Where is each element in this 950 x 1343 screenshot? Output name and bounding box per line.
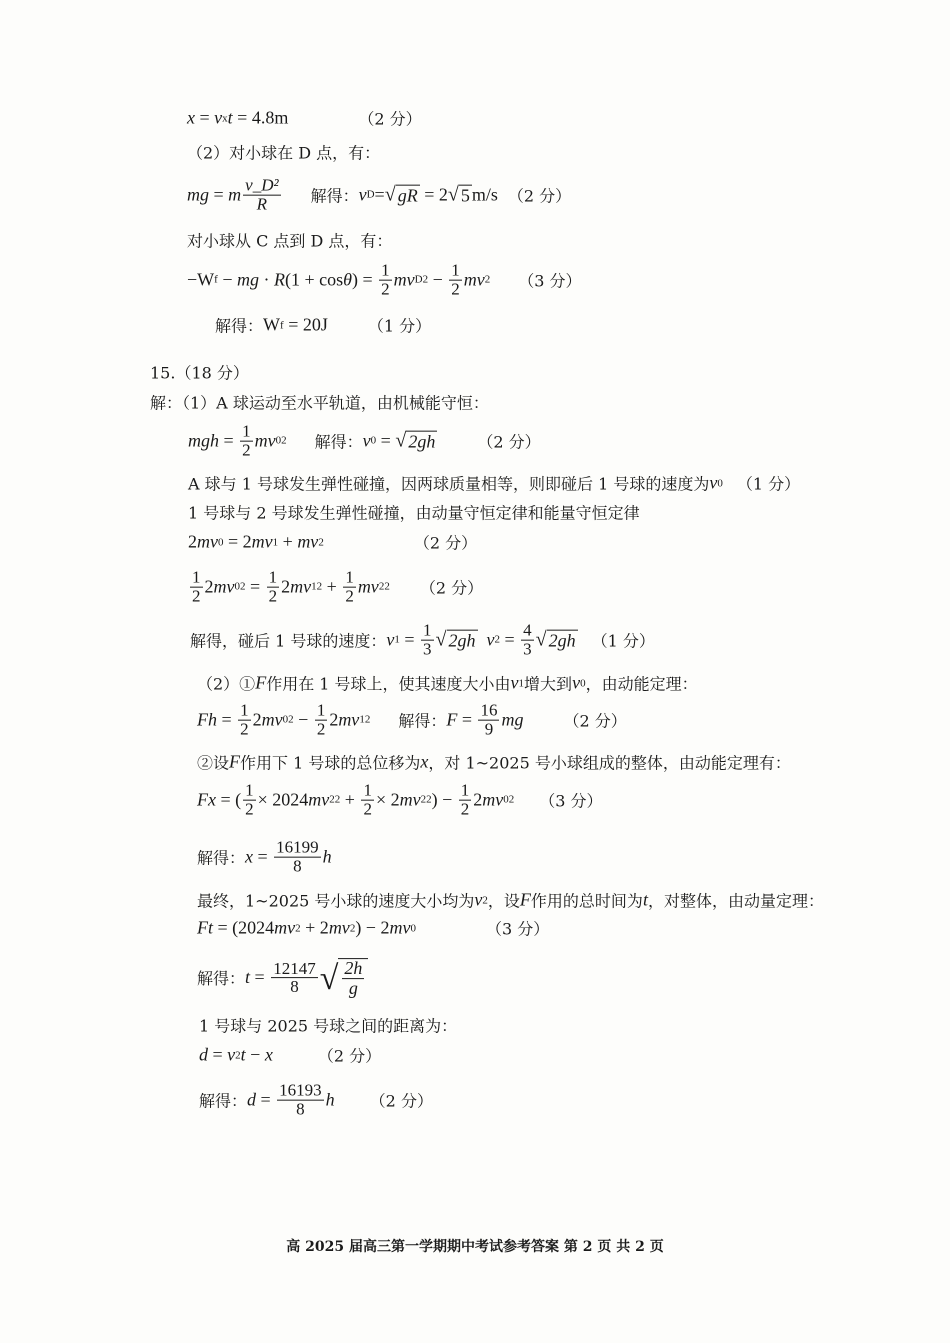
fraction [449, 262, 462, 299]
math-variable: mv [213, 576, 235, 597]
fraction [271, 960, 318, 997]
math-text [478, 630, 487, 651]
math-variable: mv [308, 789, 330, 810]
numerator: 1 [245, 780, 254, 800]
numerator: v_D² [245, 175, 279, 195]
solution-line [197, 889, 824, 912]
math-text: × 2024 [257, 789, 309, 810]
score-label: （2 分） [507, 186, 572, 206]
denominator: 2 [242, 440, 251, 460]
subscript: 1 [359, 714, 365, 726]
score-label: （3 分） [539, 791, 603, 811]
denominator: 2 [268, 586, 278, 606]
math-variable: F [519, 889, 531, 910]
score-label: （2 分） [419, 578, 484, 598]
subscript: 2 [329, 794, 335, 806]
subscript: 0 [370, 435, 377, 447]
math-text: × 2 [375, 789, 400, 810]
text: 对小球从 C 点到 D 点，有： [187, 231, 393, 251]
math-variable: mv [463, 269, 485, 290]
math-variable: t [240, 1044, 246, 1065]
math-variable: x [420, 751, 429, 772]
math-text: = 2 [419, 184, 448, 205]
numerator: 12147 [273, 958, 316, 978]
math-variable: mv [261, 709, 283, 730]
text: 解得： [398, 711, 447, 731]
math-text: 2 [204, 576, 214, 597]
math-variable: mv [290, 576, 312, 597]
denominator: 8 [296, 1099, 305, 1119]
numerator: 2h [344, 958, 363, 979]
math-variable: h [322, 846, 332, 867]
denominator: 9 [484, 719, 494, 739]
math-variable: mv [357, 576, 379, 597]
math-text: = 4.8m [232, 107, 289, 128]
square-root [320, 958, 369, 998]
math-variable: mg [187, 184, 209, 205]
math-variable: mgh [188, 430, 219, 451]
solution-line [187, 107, 422, 130]
numerator: 16 [480, 700, 498, 720]
denominator: 2 [245, 799, 254, 819]
subscript: 0 [410, 922, 416, 934]
fraction [267, 569, 280, 606]
math-variable: mv [274, 917, 296, 938]
fraction [243, 177, 280, 214]
math-text: ) = [351, 269, 378, 290]
math-text: −W [187, 269, 215, 290]
text: 解得： [310, 186, 359, 206]
math-variable: x [187, 107, 195, 128]
math-text: (1 + cos [284, 269, 344, 290]
radicand [338, 958, 368, 998]
numerator: 4 [523, 620, 532, 640]
solution-line [190, 622, 655, 659]
solution-line [197, 751, 791, 774]
fraction [421, 622, 434, 659]
math-text: + [340, 789, 360, 810]
math-variable: t [642, 889, 648, 910]
solution-line [187, 141, 380, 164]
math-text: = 20J [283, 314, 328, 335]
subscript: D [414, 274, 423, 286]
math-text: · [258, 269, 274, 290]
math-text: = [253, 846, 273, 867]
math-variable: F [255, 672, 267, 693]
superscript: 2 [240, 581, 246, 593]
math-text: 2 [329, 709, 339, 730]
math-text: ) − [431, 789, 457, 810]
solution-line [197, 702, 627, 739]
math-variable: mv [482, 789, 504, 810]
math-text: = 2 [223, 531, 252, 552]
fraction [459, 782, 472, 819]
solution-line [197, 672, 698, 695]
math-text: = [245, 576, 265, 597]
text: 解得： [197, 969, 246, 989]
subscript: 0 [503, 794, 509, 806]
math-variable: x [245, 846, 254, 867]
subscript: 1 [311, 581, 317, 593]
solution-line [187, 229, 392, 252]
subscript: 2 [349, 922, 356, 934]
text: 增大到 [524, 674, 573, 694]
fraction [343, 569, 356, 606]
superscript: 2 [422, 274, 429, 286]
subscript: 2 [378, 581, 385, 593]
math-variable: mv [328, 917, 350, 938]
math-text: = [500, 629, 520, 650]
radical-sign-icon: √ [535, 628, 547, 651]
text: 最终，1~2025 号小球的速度大小均为 [197, 891, 475, 911]
subscript: 0 [717, 477, 723, 489]
math-variable: v [214, 107, 223, 128]
math-text: = [208, 1044, 228, 1065]
radical-sign-icon: √ [319, 959, 339, 997]
text: ②设 [197, 753, 230, 773]
numerator: 1 [423, 620, 432, 640]
score-label: （2 分） [477, 432, 541, 452]
solution-line [188, 501, 640, 524]
math-text: ) − 2 [355, 917, 390, 938]
math-variable: mv [338, 709, 360, 730]
math-text: W [263, 314, 281, 335]
denominator: 3 [423, 639, 432, 659]
text: ，由动能定理： [585, 674, 698, 694]
math-text: + [322, 576, 342, 597]
math-variable: Ft [197, 917, 213, 938]
numerator: 1 [316, 700, 326, 720]
fraction [240, 423, 253, 460]
superscript: 2 [384, 581, 390, 593]
superscript: 2 [364, 714, 371, 726]
math-text: = [217, 709, 237, 730]
subscript: 2 [295, 922, 301, 934]
fraction [277, 1082, 324, 1119]
denominator: 2 [460, 799, 470, 819]
radicand: 2gh [548, 630, 576, 651]
subscript: D [366, 189, 375, 201]
math-text: 2 [188, 531, 197, 552]
denominator: 2 [381, 279, 390, 299]
numerator: 1 [363, 780, 372, 800]
page-footer: 高 2025 届高三第一学期期中考试参考答案 第 2 页 共 2 页 [286, 1239, 664, 1255]
math-variable: mv [389, 917, 411, 938]
math-variable: mv [393, 269, 415, 290]
solution-line [188, 531, 477, 554]
radical-sign-icon: √ [384, 183, 396, 206]
subscript: 0 [218, 536, 224, 548]
numerator: 1 [192, 567, 201, 587]
fraction [379, 262, 392, 299]
math-variable: v [709, 472, 718, 493]
text: ，设 [487, 891, 520, 911]
radical-sign-icon: √ [447, 183, 459, 206]
solution-line [150, 361, 249, 384]
math-text: = (2024 [213, 917, 275, 938]
math-variable: Fx [197, 789, 216, 810]
text: ，对整体，由动量定理： [647, 891, 824, 911]
subscript: 2 [318, 536, 324, 548]
subscript: 0 [580, 677, 586, 689]
denominator: 2 [192, 586, 201, 606]
math-text: + 2 [300, 917, 329, 938]
solution-line [150, 391, 489, 414]
solution-line [188, 569, 483, 606]
math-variable: v [510, 672, 519, 693]
math-variable: t [227, 107, 233, 128]
text: ，对 1~2025 号小球组成的整体，由动能定理有： [428, 753, 791, 773]
math-variable: mv [251, 531, 273, 552]
math-variable: v [227, 1044, 236, 1065]
math-variable: m [228, 184, 242, 205]
math-variable: v [572, 672, 581, 693]
radicand: gR [397, 185, 418, 206]
math-text: + [278, 531, 298, 552]
solution-line [199, 1014, 457, 1037]
subscript: 0 [275, 435, 282, 447]
math-variable: x [264, 1044, 273, 1065]
solution-line [187, 177, 571, 214]
fraction [315, 702, 328, 739]
math-variable: h [325, 1089, 335, 1110]
square-root [395, 430, 437, 453]
math-variable: mg [236, 269, 259, 290]
denominator: 8 [290, 977, 299, 997]
denominator: R [256, 194, 268, 214]
text: 1 号球与 2 号球发生弹性碰撞，由动量守恒定律和能量守恒定律 [188, 503, 640, 523]
subscript: 1 [518, 677, 525, 689]
score-label: （1 分） [367, 316, 432, 336]
math-variable: mg [501, 709, 524, 730]
superscript: 2 [426, 794, 432, 806]
math-text: = [250, 967, 270, 988]
math-text: 2 [473, 789, 483, 810]
score-label: （2 分） [413, 533, 478, 553]
solution-line [188, 423, 541, 460]
score-label: （1 分） [736, 474, 801, 494]
numerator: 1 [381, 260, 390, 280]
numerator: 1 [345, 567, 354, 587]
math-text: = ( [215, 789, 242, 810]
fraction [238, 702, 251, 739]
math-variable: R [273, 269, 285, 290]
math-text: = [195, 107, 215, 128]
solution-line [199, 1082, 433, 1119]
numerator: 1 [242, 421, 251, 441]
math-text: 2 [252, 709, 262, 730]
subscript: 2 [494, 634, 500, 646]
square-root [385, 184, 420, 207]
fraction [274, 839, 321, 876]
subscript: 2 [235, 1049, 241, 1061]
numerator: 16193 [279, 1080, 322, 1100]
denominator: 2 [240, 719, 249, 739]
radicand: 2gh [408, 431, 436, 452]
text: 作用在 1 号球上，使其速度大小由 [266, 674, 511, 694]
math-variable: mv [297, 531, 319, 552]
math-variable: mv [197, 531, 218, 552]
subscript: 1 [394, 634, 400, 646]
text: 解得： [215, 316, 264, 336]
solution-line [197, 917, 549, 940]
math-text: = [374, 184, 385, 205]
score-label: （2 分） [317, 1046, 382, 1066]
solution-line [199, 1044, 381, 1067]
math-text: m/s [471, 184, 498, 205]
text: （2）对小球在 D 点，有： [187, 143, 381, 163]
math-text: − [428, 269, 448, 290]
math-variable: v [362, 430, 371, 451]
fraction [521, 622, 534, 659]
superscript: 2 [281, 435, 287, 447]
radical-sign-icon: √ [435, 628, 447, 651]
score-label: （3 分） [485, 919, 550, 939]
math-variable: Fh [197, 709, 217, 730]
subscript: 0 [234, 581, 240, 593]
radicand: 2gh [448, 630, 476, 651]
score-label: （2 分） [369, 1091, 433, 1111]
math-variable: θ [343, 269, 352, 290]
text: 作用的总时间为 [530, 891, 643, 911]
fraction [361, 782, 374, 819]
denominator: 8 [293, 856, 302, 876]
denominator: 2 [316, 719, 326, 739]
text: 解得，碰后 1 号球的速度： [190, 631, 387, 651]
math-text: = [457, 709, 477, 730]
math-text: − [245, 1044, 265, 1065]
math-text: = [256, 1089, 276, 1110]
numerator: 1 [240, 700, 249, 720]
math-variable: F [229, 751, 241, 772]
math-variable: v [486, 629, 495, 650]
subscript: x [222, 112, 228, 124]
denominator: 3 [523, 639, 532, 659]
math-text: = [399, 629, 420, 650]
radical-sign-icon: √ [395, 429, 407, 452]
math-text: = [219, 430, 239, 451]
square-root [448, 184, 472, 207]
math-variable: mv [399, 789, 421, 810]
solution-line [187, 262, 582, 299]
score-label: （2 分） [358, 109, 422, 129]
text: A 球与 1 号球发生弹性碰撞，因两球质量相等，则即碰后 1 号球的速度为 [188, 474, 710, 494]
subscript: f [280, 319, 284, 331]
numerator: 1 [268, 567, 278, 587]
text: 解得： [197, 848, 246, 868]
math-variable: t [245, 967, 251, 988]
math-variable: v [474, 889, 483, 910]
text: 解得： [314, 432, 363, 452]
superscript: 2 [288, 714, 294, 726]
square-root [436, 629, 478, 652]
denominator: 2 [363, 799, 372, 819]
square-root [536, 629, 578, 652]
denominator: 2 [345, 586, 354, 606]
superscript: 2 [508, 794, 515, 806]
solution-line [188, 472, 800, 495]
score-label: （2 分） [563, 711, 627, 731]
subscript: 1 [272, 536, 279, 548]
math-text: = [209, 184, 229, 205]
text: 解得： [199, 1091, 248, 1111]
math-variable: mv [254, 430, 276, 451]
numerator: 16199 [276, 837, 319, 857]
solution-line [187, 314, 431, 337]
fraction [342, 959, 364, 998]
score-label: （3 分） [518, 271, 582, 291]
solution-line [197, 958, 368, 998]
solution-line [197, 782, 603, 819]
math-text: − [217, 269, 237, 290]
math-variable: d [199, 1044, 208, 1065]
text: 解：（1）A 球运动至水平轨道，由机械能守恒： [150, 393, 489, 413]
text: （2）① [197, 674, 256, 694]
fraction [478, 702, 499, 739]
numerator: 1 [460, 780, 470, 800]
text: 1 号球与 2025 号球之间的距离为： [199, 1016, 458, 1036]
math-variable: d [247, 1089, 257, 1110]
superscript: 2 [316, 581, 323, 593]
superscript: 2 [334, 794, 341, 806]
denominator: 2 [451, 279, 460, 299]
subscript: 0 [282, 714, 289, 726]
math-variable: v [386, 629, 395, 650]
math-text: − [293, 709, 313, 730]
score-label: （1 分） [591, 631, 655, 651]
subscript: 2 [420, 794, 427, 806]
denominator: g [348, 978, 358, 998]
math-variable: v [358, 184, 367, 205]
numerator: 1 [451, 260, 460, 280]
text: 作用下 1 号球的总位移为 [240, 753, 421, 773]
radicand: 5 [460, 185, 470, 206]
math-variable: F [446, 709, 458, 730]
solution-line [197, 839, 332, 876]
superscript: 2 [484, 274, 491, 286]
fraction [190, 569, 203, 606]
math-text: 2 [281, 576, 291, 597]
math-text: = [376, 430, 396, 451]
fraction [243, 782, 256, 819]
text: 15.（18 分） [150, 363, 249, 383]
subscript: f [214, 274, 218, 286]
subscript: 2 [482, 894, 488, 906]
